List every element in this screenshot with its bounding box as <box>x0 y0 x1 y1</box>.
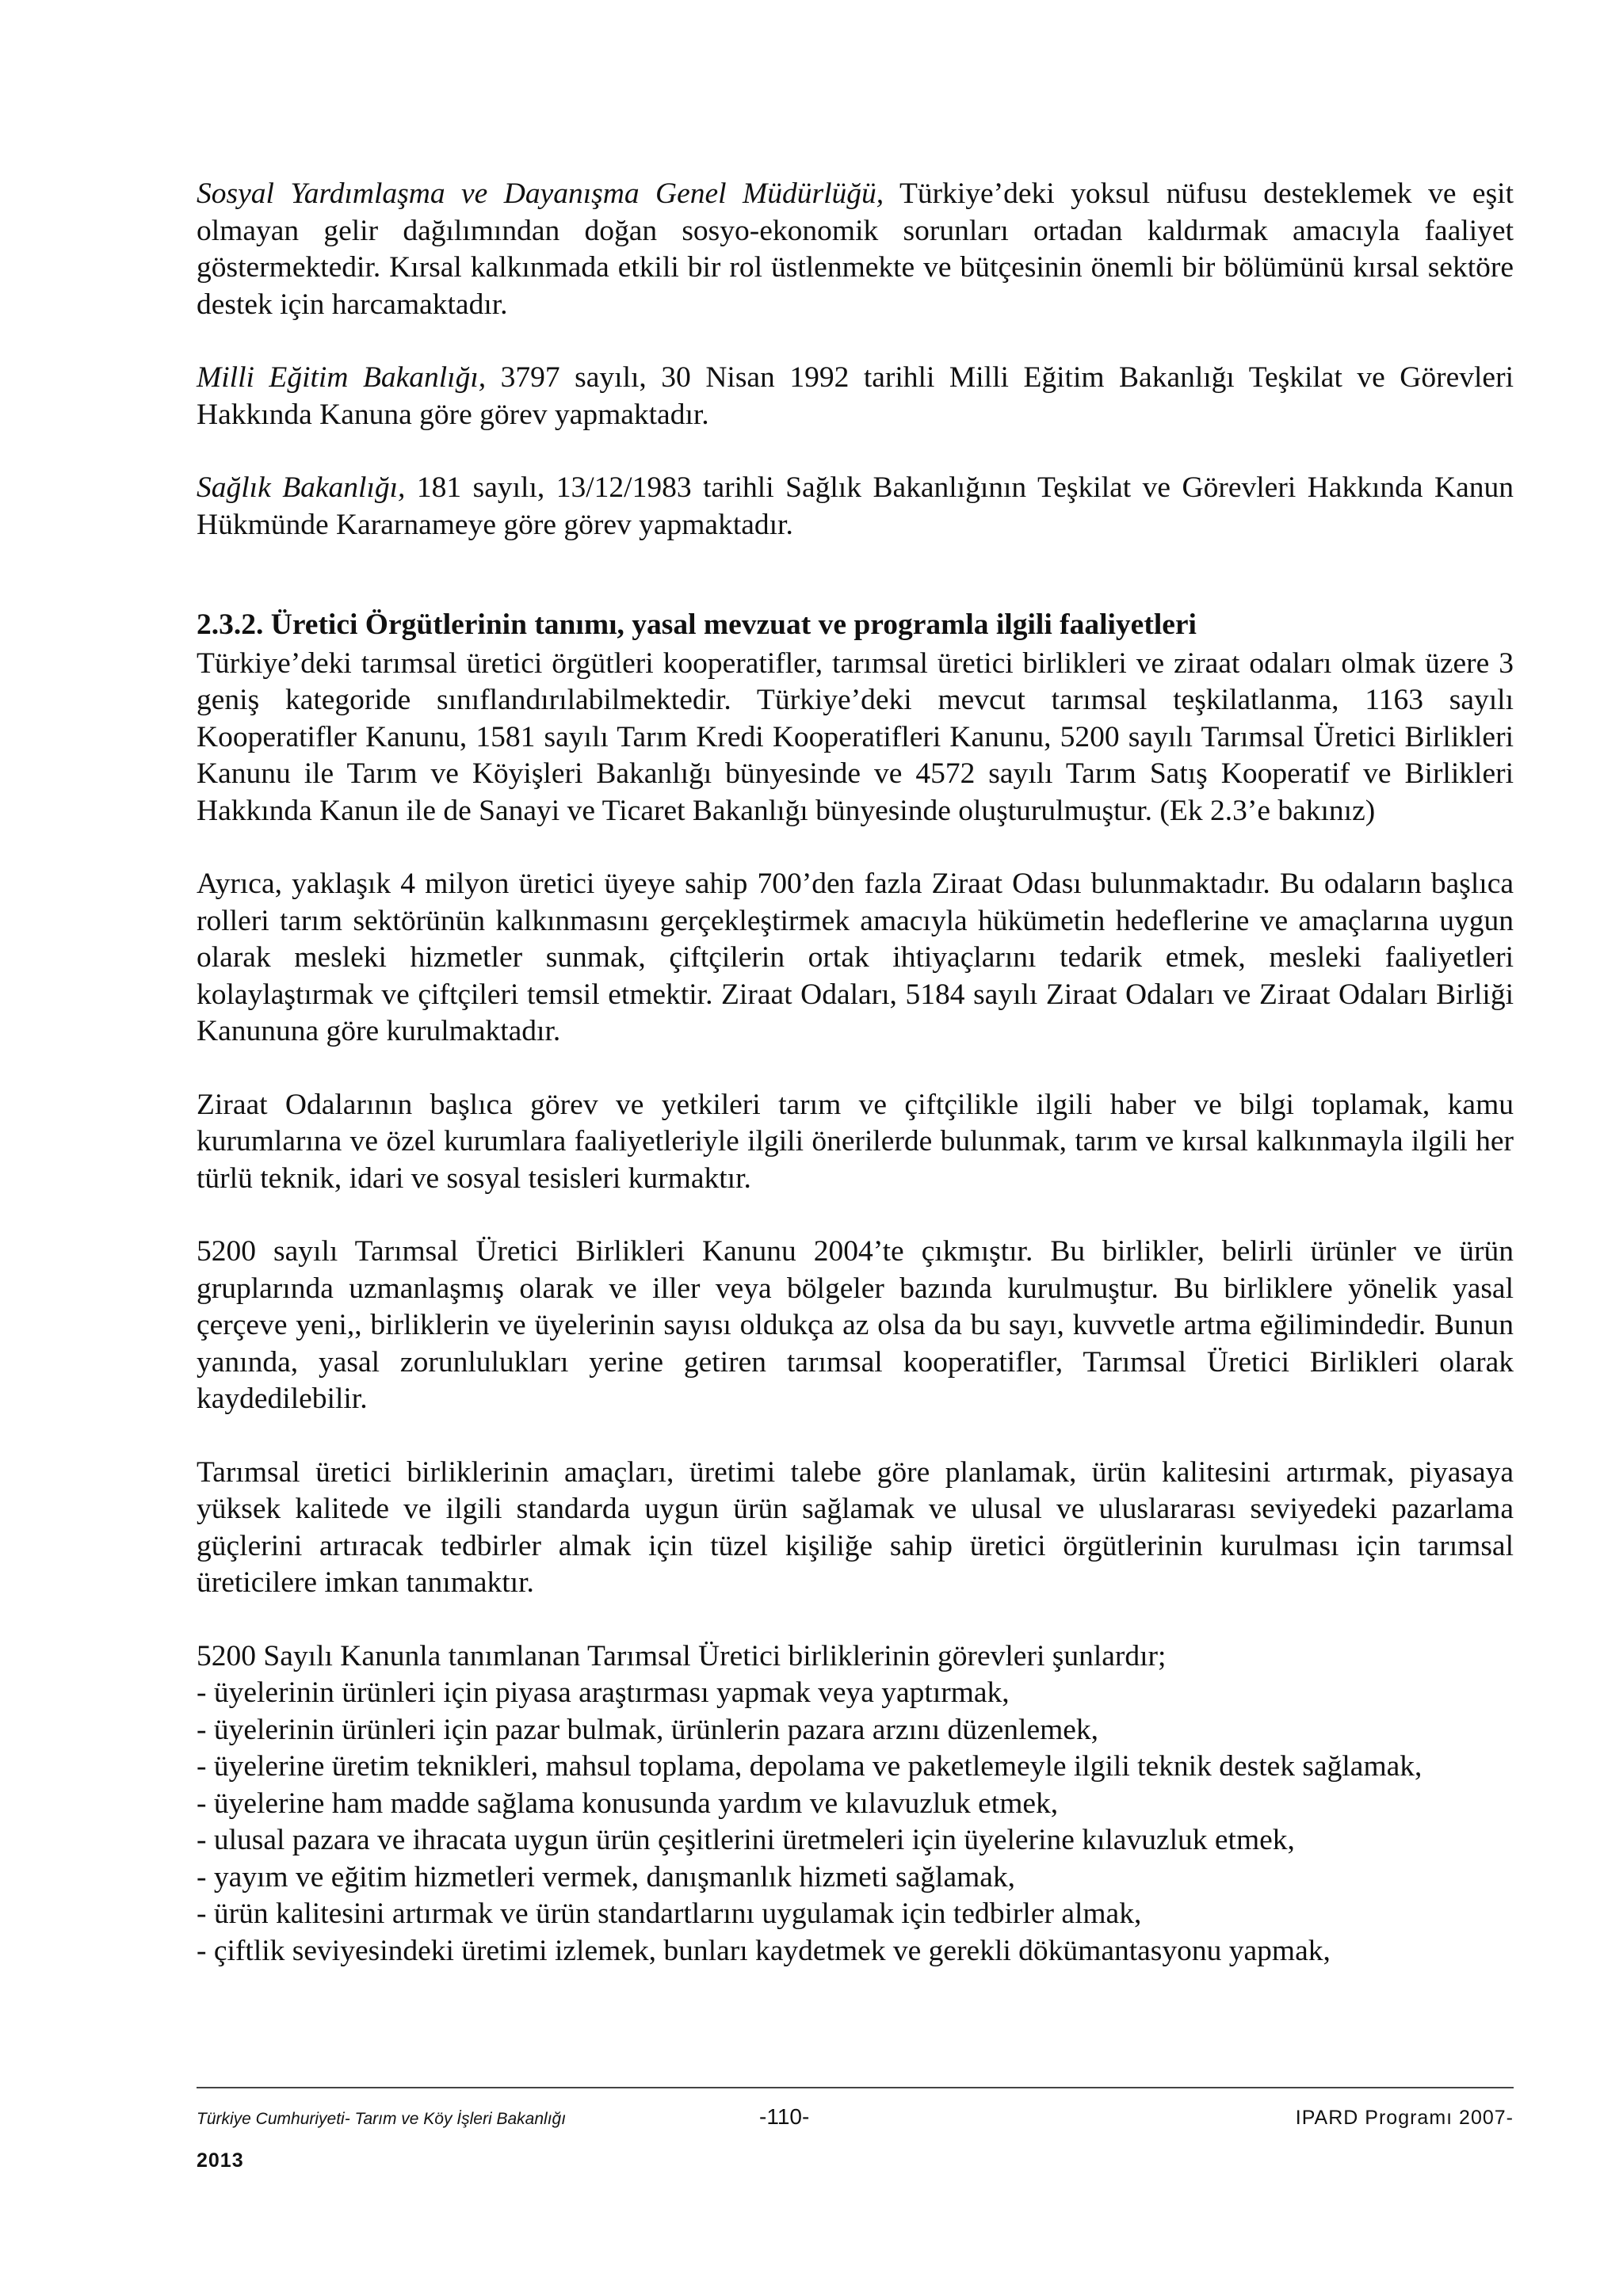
paragraph-lead: Sağlık Bakanlığı, <box>197 471 406 504</box>
paragraph-lead: Sosyal Yardımlaşma ve Dayanışma Genel Müdürlüğü, <box>197 177 884 210</box>
section-heading: 2.3.2. Üretici Örgütlerinin tanımı, yasal mevzuat ve programla ilgili faaliyetleri <box>197 608 1197 641</box>
list-item: - çiftlik seviyesindeki üretimi izlemek, bunları kaydetmek ve gerekli dökümantasyonu yapmak, <box>197 1934 1331 1967</box>
footer-divider <box>197 2087 1514 2088</box>
paragraph-text: Türkiye’deki yoksul nüfusu desteklemek ve eşit olmayan gelir dağılımından doğan sosyo-ekonomik sorunları ortadan kaldırmak amacıyla faaliyet göstermektedir. Kırsal kalkınmada etkili bir rol üstlenmekte ve bütçesinin önemli bir bölümünü kırsal sektöre destek için harcamaktadır. <box>197 177 1514 321</box>
paragraph-sydgm <box>197 176 1514 323</box>
footer-ministry: Türkiye Cumhuriyeti- Tarım ve Köy İşleri Bakanlığı <box>197 2110 567 2128</box>
list-intro: 5200 Sayılı Kanunla tanımlanan Tarımsal Üretici birliklerinin görevleri şunlardır; <box>197 1639 1167 1672</box>
list-item: - üyelerine ham madde sağlama konusunda yardım ve kılavuzluk etmek, <box>197 1787 1059 1820</box>
paragraph-producer-orgs: Türkiye’deki tarımsal üretici örgütleri kooperatifler, tarımsal üretici birlikleri ve ziraat odaları olmak üzere 3 geniş kategoride sınıflandırılabilmektedir. Türkiye’deki mevcut tarımsal teşkilatlanma, 1163 sayılı Kooperatifler Kanunu, 1581 sayılı Tarım Kredi Kooperatifleri Kanunu, 5200 sayılı Tarımsal Üretici Birlikleri Kanunu ile Tarım ve Köyişleri Bakanlığı bünyesinde ve 4572 sayılı Tarım Satış Kooperatif ve Birlikleri Hakkında Kanun ile de Sanayi ve Ticaret Bakanlığı bünyesinde oluşturulmuştur. (Ek 2.3’e bakınız) <box>197 646 1514 827</box>
footer-program: IPARD Programı 2007- <box>1295 2107 1514 2129</box>
list-item: - üyelerinin ürünleri için piyasa araştırması yapmak veya yaptırmak, <box>197 1676 1010 1709</box>
paragraph-ziraat-gorevler: Ziraat Odalarının başlıca görev ve yetkileri tarım ve çiftçilikle ilgili haber ve bilgi toplamak, kamu kurumlarına ve özel kurumlara faaliyetleriyle ilgili önerilerde bulunmak, tarım ve kırsal kalkınmayla ilgili her türlü teknik, idari ve sosyal tesisleri kurmaktır. <box>197 1088 1514 1195</box>
list-item: - ulusal pazara ve ihracata uygun ürün çeşitlerini üretmeleri için üyelerine kılavuzluk etmek, <box>197 1824 1295 1856</box>
paragraph-text: 181 sayılı, 13/12/1983 tarihli Sağlık Bakanlığının Teşkilat ve Görevleri Hakkında Kanun Hükmünde Kararnameye göre görev yapmaktadır. <box>197 471 1514 541</box>
paragraph-text: 3797 sayılı, 30 Nisan 1992 tarihli Milli Eğitim Bakanlığı Teşkilat ve Görevleri Hakkında Kanuna göre görev yapmaktadır. <box>197 361 1514 431</box>
list-item: - yayım ve eğitim hizmetleri vermek, danışmanlık hizmeti sağlamak, <box>197 1860 1016 1894</box>
paragraph-saglik <box>197 470 1514 543</box>
paragraph-5200-law: 5200 sayılı Tarımsal Üretici Birlikleri Kanunu 2004’te çıkmıştır. Bu birlikler, belirli ürünler ve ürün gruplarında uzmanlaşmış olarak ve iller veya bölgeler bazında kurulmuştur. Bu birliklere yönelik yasal çerçeve yeni,, birliklerin ve üyelerinin sayısı oldukça az olsa da bu sayı, kuvvetle artma eğilimindedir. Bunun yanında, yasal zorunlulukları yerine getiren tarımsal kooperatifler, Tarımsal Üretici Birlikleri olarak kaydedilebilir. <box>197 1235 1514 1415</box>
paragraph-lead: Milli Eğitim Bakanlığı, <box>197 361 487 394</box>
page-number: -110- <box>759 2104 810 2129</box>
list-item: - üyelerinin ürünleri için pazar bulmak, ürünlerin pazara arzını düzenlemek, <box>197 1713 1099 1746</box>
list-item: - üyelerine üretim teknikleri, mahsul toplama, depolama ve paketlemeyle ilgili teknik destek sağlamak, <box>197 1750 1423 1783</box>
list-item: - ürün kalitesini artırmak ve ürün standartlarını uygulamak için tedbirler almak, <box>197 1897 1142 1930</box>
document-body <box>197 176 1514 1970</box>
paragraph-meb <box>197 360 1514 433</box>
footer-year: 2013 <box>197 2149 244 2172</box>
paragraph-birlik-amaclar: Tarımsal üretici birliklerinin amaçları, üretimi talebe göre planlamak, ürün kalitesini artırmak, piyasaya yüksek kalitede ve ilgili standarda uygun ürün sağlamak ve ulusal ve uluslararası seviyedeki pazarlama güçlerini artıracak tedbirler almak için tüzel kişiliğe sahip üretici örgütlerinin kurulması için tarımsal üreticilere imkan tanımaktır. <box>197 1455 1514 1599</box>
paragraph-ziraat-odalari: Ayrıca, yaklaşık 4 milyon üretici üyeye sahip 700’den fazla Ziraat Odası bulunmaktadır. Bu odaların başlıca rolleri tarım sektörünün kalkınmasını gerçekleştirmek amacıyla hükümetin hedeflerine ve amaçlarına uygun olarak mesleki hizmetler sunmak, çiftçilerin ortak ihtiyaçlarını tedarik etmek, mesleki faaliyetleri kolaylaştırmak ve çiftçileri temsil etmektir. Ziraat Odaları, 5184 sayılı Ziraat Odaları ve Ziraat Odaları Birliği Kanununa göre kurulmaktadır. <box>197 868 1514 1047</box>
